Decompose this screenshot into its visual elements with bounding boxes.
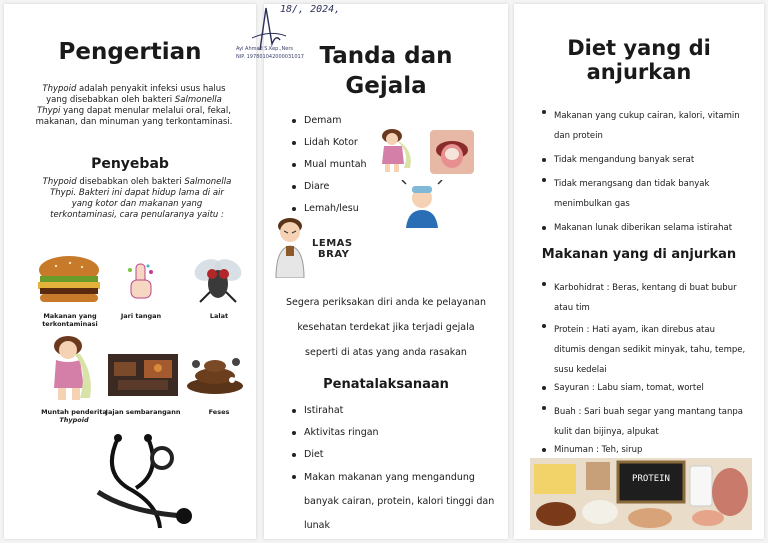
symptom-item: Demam [290,110,400,132]
management-item: Aktivitas ringan [290,422,500,444]
advice-paragraph [264,290,508,365]
protein-board-label: PROTEIN [632,474,670,484]
diet-title-line2: anjurkan [586,60,692,84]
caption-food: Makanan yang terkontaminasi [42,312,98,328]
stamp-nip: NIP. 197801042000031017 [236,54,304,60]
definition-text-1: adalah penyakit infeksi usus halus yang disebabkan oleh bakteri [46,84,226,105]
management-item: Diet [290,444,500,466]
sticker-line1: LEMAS [312,238,353,249]
caption-feces: Feses [208,408,230,416]
tongue-image [430,130,474,174]
food-title: Makanan yang di anjurkan [541,247,737,262]
street-snack-image [108,354,178,396]
cause-text-1: disebabkan oleh bakteri [76,177,185,187]
cause-term: Thypoid [42,177,77,187]
advice-line: Segera periksakan diri anda ke pelayanan [285,297,486,308]
diet-list [540,106,746,242]
advice-line: seperti di atas yang anda rasakan [305,347,467,358]
penyebab-title: Penyebab [91,156,169,172]
cause-paragraph [42,177,232,221]
panel-diet [514,4,764,539]
symptom-item: Mual muntah [290,154,400,176]
panel-pengertian [4,4,256,539]
definition-bacteria: Salmonella Thypi [37,95,222,116]
diet-item: Tidak mengandung banyak serat [540,154,746,166]
handwritten-date: 18/, 2024, [280,4,341,15]
symptom-item: Diare [290,176,400,198]
pengertian-title: Pengertian [58,39,202,65]
caption-snack: Jajan sembarangann [105,408,181,416]
panel-tanda-gejala [264,4,508,539]
food-item: Protein : Hati ayam, ikan direbus atau ditumis dengan sedikit minyak, tahu, tempe, susu kedelai [540,320,746,380]
tired-person-image [270,216,314,278]
symptom-item: Lidah Kotor [290,132,400,154]
food-list [540,278,746,464]
vomit-person-image [44,334,104,404]
caption-vomit [34,408,114,424]
burger-image [36,254,102,306]
stethoscope-image [88,432,198,536]
caption-vomit-b: Thypoid [59,416,89,424]
sticker-line2: BRAY [318,249,350,260]
fly-image [190,252,246,306]
definition-paragraph [34,84,234,128]
stamp-name: Ayi Ahmad S.Kep.,Ners [236,46,294,52]
caption-fly: Lalat [209,312,229,320]
nausea-person-image [376,128,416,174]
symptom-item: Lemah/lesu [290,198,400,220]
diet-item: Makanan yang cukup cairan, kalori, vitamin dan protein [540,106,746,146]
definition-term: Thypoid [42,84,77,94]
feces-image [182,354,248,396]
food-item: Minuman : Teh, sirup [540,444,746,456]
management-item: Makan makanan yang mengandung banyak cairan, protein, kalori tinggi dan lunak [290,466,500,538]
protein-food-image [530,458,752,530]
food-item: Karbohidrat : Beras, kentang di buat bubur atau tim [540,278,746,318]
management-item: Istirahat [290,400,500,422]
definition-text-2: yang dapat menular melalui oral, fekal, makanan, dan minuman yang terkontaminasi. [35,106,233,127]
diet-title-line1: Diet yang di [567,36,711,60]
fever-person-image [400,180,444,228]
penatalaksanaan-title: Penatalaksanaan [323,377,449,392]
food-item: Buah : Sari buah segar yang mantang tanpa kulit dan bijinya, alpukat [540,402,746,442]
tanda-title-line1: Tanda dan [319,43,453,69]
caption-vomit-a: Muntah penderita [41,408,107,416]
advice-line: kesehatan terdekat jika terjadi gejala [297,322,475,333]
diet-item: Makanan lunak diberikan selama istirahat [540,222,746,234]
management-list [290,400,500,538]
caption-finger: Jari tangan [120,312,162,320]
cause-text-2: Salmonella Thypi. Bakteri ini dapat hidup lama di air yang kotor dan makanan yang terkontaminasi, cara penularanya yaitu : [50,177,232,220]
diet-item: Tidak merangsang dan tidak banyak menimbulkan gas [540,174,746,214]
food-item: Sayuran : Labu siam, tomat, wortel [540,382,746,394]
tanda-title-line2: Gejala [345,73,427,99]
lemas-sticker-text [312,238,353,260]
finger-image [124,262,158,302]
